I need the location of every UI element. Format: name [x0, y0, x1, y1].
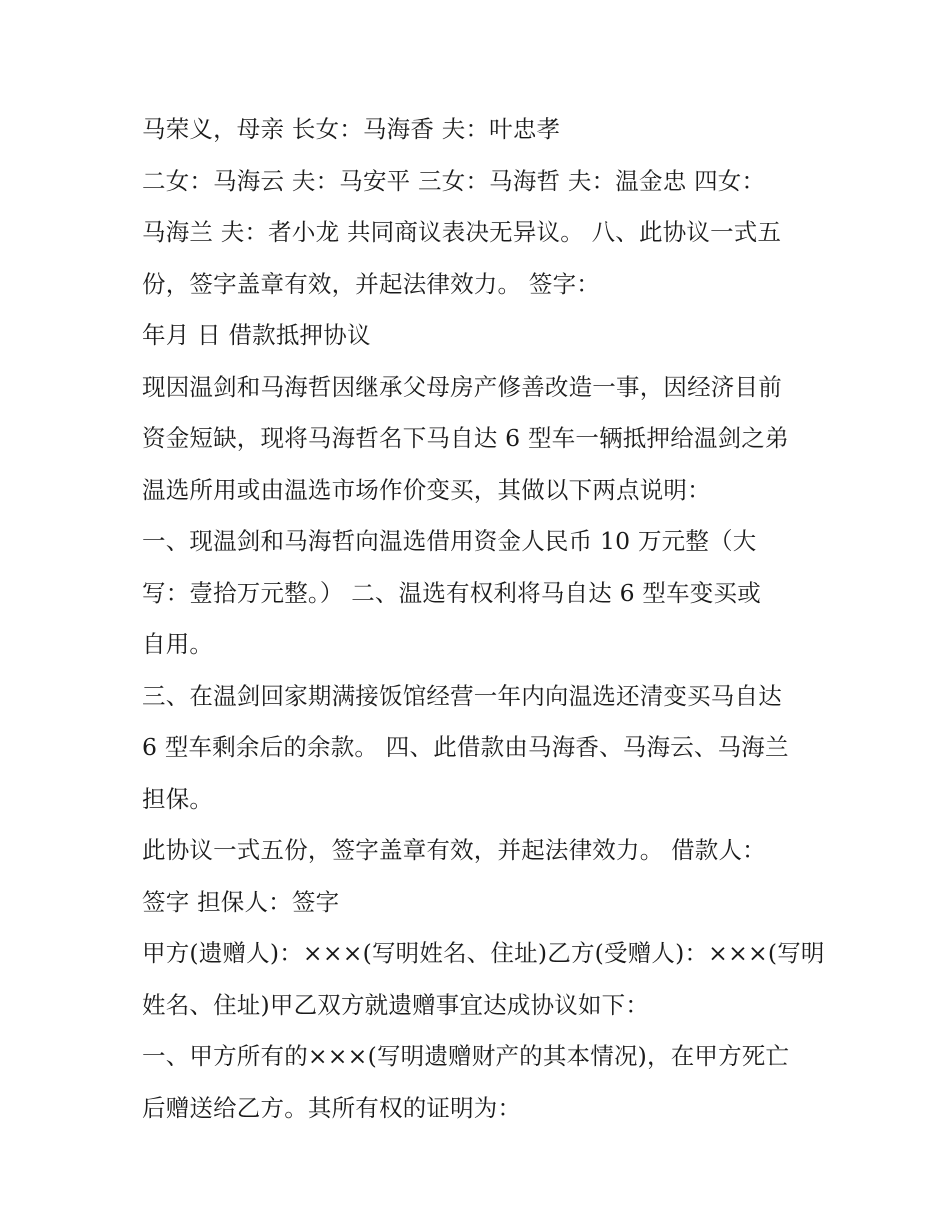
text-line-17: 甲方(遗赠人)：×××(写明姓名、住址)乙方(受赠人)：×××(写明	[142, 939, 825, 967]
text-line-4: 份，签字盖章有效，并起法律效力。 签字：	[142, 269, 600, 298]
text-line-5: 年月 日 借款抵押协议	[142, 321, 371, 349]
text-line-11: 自用。	[142, 630, 214, 658]
text-line-18: 姓名、住址)甲乙双方就遗赠事宜达成协议如下：	[142, 990, 650, 1019]
text-line-14: 担保。	[142, 784, 214, 813]
text-line-3: 马海兰 夫：者小龙 共同商议表决无异议。 八、此协议一式五	[142, 218, 782, 246]
text-line-19: 一、甲方所有的×××(写明遗赠财产的其本情况)，在甲方死亡	[142, 1042, 790, 1070]
text-line-15: 此协议一式五份，签字盖章有效，并起法律效力。 借款人：	[142, 836, 766, 864]
text-line-13: 6 型车剩余后的余款。 四、此借款由马海香、马海云、马海兰	[142, 733, 789, 761]
text-line-1: 马荣义，母亲 长女：马海香 夫：叶忠孝	[142, 115, 561, 143]
text-line-7: 资金短缺，现将马海哲名下马自达 6 型车一辆抵押给温剑之弟	[142, 424, 789, 452]
text-line-9: 一、现温剑和马海哲向温选借用资金人民币 10 万元整（大	[142, 527, 757, 555]
text-line-6: 现因温剑和马海哲因继承父母房产修善改造一事，因经济目前	[142, 372, 782, 401]
text-line-2: 二女：马海云 夫：马安平 三女：马海哲 夫：温金忠 四女：	[142, 166, 766, 195]
text-line-12: 三、在温剑回家期满接饭馆经营一年内向温选还清变买马自达	[142, 681, 782, 710]
text-line-20: 后赠送给乙方。其所有权的证明为：	[142, 1093, 522, 1122]
text-line-10: 写：壹拾万元整。） 二、温选有权利将马自达 6 型车变买或	[142, 578, 761, 607]
text-line-16: 签字 担保人：签字	[142, 887, 340, 916]
text-line-8: 温选所用或由温选市场作价变买，其做以下两点说明：	[142, 475, 711, 504]
document-body	[142, 106, 825, 1136]
